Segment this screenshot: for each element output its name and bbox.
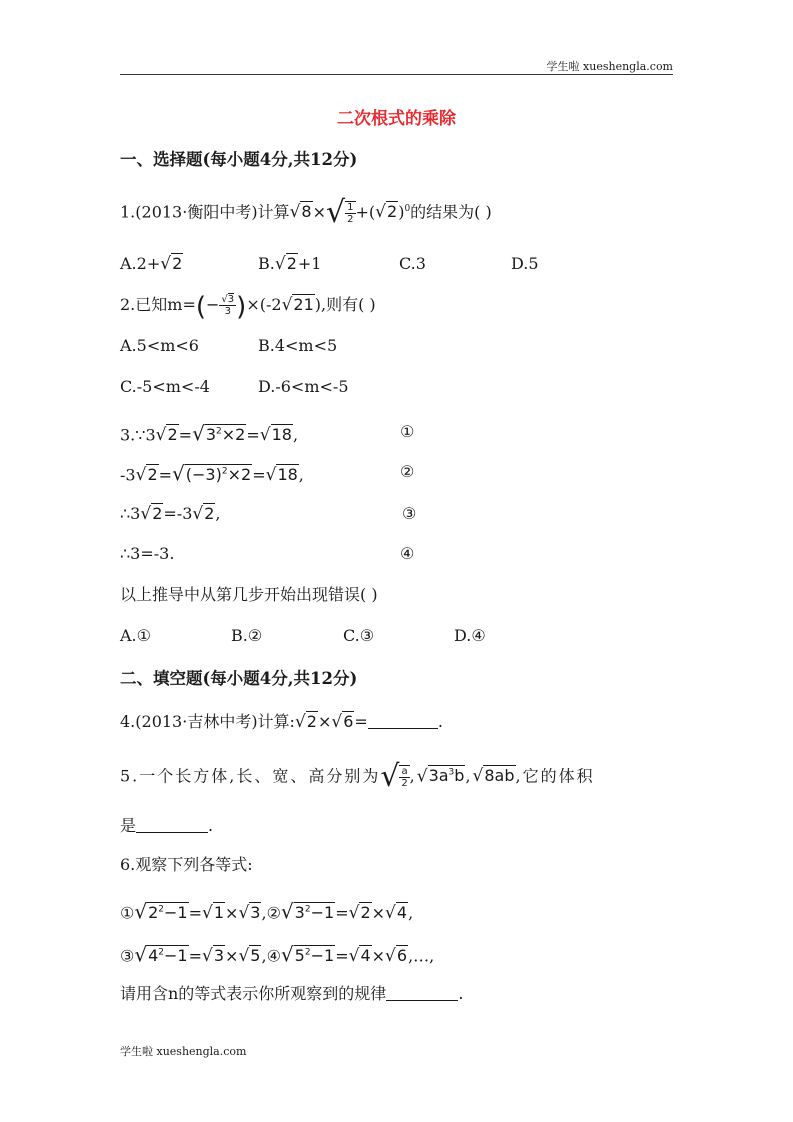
q3-option-b: B.② [231, 626, 263, 645]
q2-option-a: A.5<m<6 [120, 336, 199, 355]
q3-line3: ∴3√2=-3√2, ③ [120, 504, 417, 524]
q1-plus-open: +( [355, 202, 376, 222]
sqrt-8: √8 [289, 202, 312, 223]
footer-site: 学生啦 xueshengla.com [120, 1045, 247, 1058]
q2-option-d: D.-6<m<-5 [258, 377, 349, 396]
q2-option-c: C.-5<m<-4 [120, 377, 210, 396]
q6-intro: 6.观察下列各等式: [120, 855, 253, 874]
q1-option-d: D.5 [511, 254, 539, 273]
header-rule [120, 74, 673, 75]
q1-times: × [312, 202, 326, 222]
q2-prefix: 2.已知m= [120, 295, 196, 314]
q1-frac-num: 1 [347, 201, 354, 213]
q3-mark-1: ① [400, 422, 415, 441]
q3-option-d: D.④ [454, 626, 486, 645]
q6-row1: $①√2^2-1=√1\times√3,②√3^2-1=√2\times√4$, [120, 899, 414, 924]
q3-line2: $-3√2=√(-3)^2\times 2=√18$, ② [120, 461, 415, 486]
q3-line1: $3.\because 3√2=√3^2\times 2=√18$, ① [120, 421, 415, 446]
q3-mark-4: ④ [400, 544, 415, 563]
sqrt-21: √21 [281, 295, 314, 315]
q3-mark-3: ③ [402, 504, 417, 523]
q1-exp0: 0 [404, 204, 411, 214]
q6-ask: 请用含n的等式表示你所观察到的规律 . [120, 984, 464, 1003]
q5-answer-blank[interactable] [136, 832, 208, 833]
q1-option-a: A.2+√2 [120, 254, 183, 274]
q1-option-b: B.√2+1 [258, 254, 322, 274]
q2-mid: ×(-2 [246, 295, 282, 314]
q2-line [120, 292, 376, 322]
sqrt-half: √ $\frac{1}{2}$ [326, 195, 354, 231]
q3-mark-2: ② [400, 462, 415, 481]
q1-prefix: 1.(2013·衡阳中考)计算 [120, 202, 290, 222]
q4-line: 4.(2013·吉林中考)计算:√2×√6= . [120, 712, 443, 732]
page-title: 二次根式的乘除 [337, 109, 456, 129]
section2-heading: 二、填空题(每小题4分,共12分) [120, 669, 358, 688]
header-site: 学生啦 xueshengla.com [546, 60, 673, 73]
q3-option-a: A.① [120, 626, 151, 645]
q1-line [120, 195, 492, 231]
sqrt-8-radicand: 8 [301, 202, 312, 222]
q3-question: 以上推导中从第几步开始出现错误( ) [120, 585, 378, 604]
q4-answer-blank[interactable] [368, 728, 438, 729]
q2-option-b: B.4<m<5 [258, 336, 338, 355]
section1-heading: 一、选择题(每小题4分,共12分) [120, 150, 358, 169]
sqrt-2-radicand: 2 [387, 202, 398, 222]
q3-option-c: C.③ [343, 626, 375, 645]
q1-option-c: C.3 [399, 254, 426, 273]
q5-line2: 是 . [120, 816, 214, 835]
q5-line1: 5.一个长方体,长、宽、高分别为√ $\frac{a}{2}$ $,√3a^3b,√8ab$,它的体积 [120, 759, 595, 795]
q2-paren-close: ) [236, 292, 247, 322]
q2-paren-open: ( [195, 292, 207, 322]
q2-frac-den: 3 [224, 306, 231, 317]
q6-row2: $③√4^2-1=√3\times√5,④√5^2-1=√4\times√6,\dots$, [120, 942, 435, 967]
sqrt-2: √2 [375, 202, 398, 223]
q2-suffix: ),则有( ) [314, 295, 376, 314]
q1-suffix: 的结果为( ) [410, 202, 492, 222]
q6-answer-blank[interactable] [386, 1000, 458, 1001]
q3-line4: ∴3=-3. ④ [120, 542, 174, 566]
q2-frac-num: √3 [221, 294, 235, 305]
q2-minus: − [206, 295, 220, 314]
q1-close: ) [398, 202, 405, 222]
q1-frac-den: 2 [347, 213, 354, 225]
